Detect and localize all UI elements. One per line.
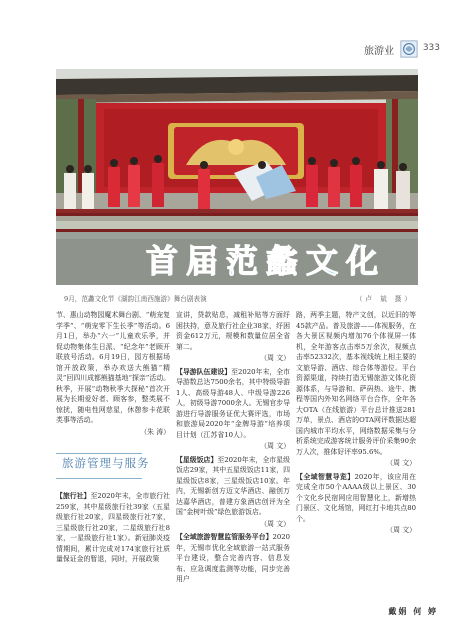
section-rule-top: [56, 453, 142, 454]
col1-para1: 节、惠山动物园魔术舞台剧、“萌宠复学季”、“萌宠零下生长季”等活动。6月1日，举办“六一”儿童欢乐季，并促动物集体生日派、“纪念年”老顾开联放号活动。6月19日，园方根据场馆开放政策，举办欢送大熊猫“精灵”回四川成都熊猫基地“探亲”活动。秋季，开展“动物秋季大探秘”首次开展为长期爱好者、顾客参，整类展不惊扰，随电性网慈星，休憩参卡花联类事等活动。: [56, 311, 170, 424]
caption-credit: （卢 斌 摄）: [355, 295, 414, 303]
heading-smart-guide: 【全域智慧导览】: [296, 472, 355, 481]
col3-source-1: （周 文）: [386, 459, 416, 467]
caption-text: 9月，范蠡文化节《湖韵江南西施游》舞台剧表演: [64, 295, 207, 303]
section-header: [56, 451, 170, 479]
banner-text: 首届范蠡文化: [146, 242, 387, 280]
column-3: [296, 310, 416, 539]
heading-star-hotels: 【星级饭店】: [176, 455, 218, 464]
col2-para3: [176, 455, 290, 518]
col3-para1: 路，两季主题，特产文创，以近旧的等45款产品。普及旅游——体视服务，在各大景区视频内增加76个体视屏一体机，全年游客点击率5万余次，视频点击率52332次，基本视线统上相主要的文旅导游、酒店、综合体等游位。平台资源渠道，持续打造无锡旅游文体化资源体系，与导游和、萨码热、途牛、携程等国内外知名网络平台合作，全年各大OTA（在线旅游）平台总计推送281万单，景点、酒店的OTA网评数据达超国内城市平均水平，网络数据采集与分析系统完成游客统计服务评价采集90余万人次，推体好评率95.6%。: [296, 311, 416, 456]
col2-source-2: （周 文）: [260, 442, 290, 450]
heading-smart-platform: 【全域旅游智慧监管服务平台】: [176, 533, 273, 541]
col2-para3-text: 至2020年末，全市星级饭店29家，其中五星级饭店11家，四星级饭店8家，三星级饭店10家。年内，无锡新创方迈文华酒店、融创万达嘉华酒店，普建方象酒店创评为全国“金树叶级”绿色旅游饭店。: [176, 455, 291, 516]
page-header: [0, 40, 468, 60]
col2-para4: [176, 532, 290, 585]
editor-signature: 戴娟 何 婷: [388, 607, 438, 616]
page-number: 333: [422, 43, 440, 53]
heading-travel-agency: 【旅行社】: [56, 492, 91, 500]
col1-para2: [56, 491, 170, 565]
col2-para4-text: 2020年，无锡市优化全域旅游一站式服务平台建设，整合完善内容、信息发布、应急调度监测等功能，同步完善用户: [176, 533, 291, 583]
column-2: [176, 310, 290, 585]
header-title: 旅游业: [364, 46, 394, 57]
heading-tour-guides: 【导游队伍建设】: [176, 367, 232, 376]
stage-performance-photo: [56, 69, 418, 285]
col3-para2-text: 2020年，该应用在完成全市50个AAAA级以上景区、30个文化乡民宿网应用智慧化上，新增热门景区、文化场馆，网红打卡地共点80个。: [296, 472, 416, 523]
chapter-logo-icon: [400, 40, 418, 58]
col1-source: （朱 涛）: [140, 427, 170, 436]
col1-para2-text: 至2020年末，全市旅行社259家，其中星级旅行社39家（五星级旅行社20家，四星级旅行社7家，三星级旅行社20家，二星级旅行社8家，一星级旅行社1家）。新冠肺炎疫情期间，累计完成对174家旅行社质量保证金的暂退，同时，开展政策: [56, 492, 171, 563]
col3-source-2: （周 文）: [386, 526, 416, 534]
col2-source-3: （周 文）: [260, 519, 290, 528]
col2-source-1: （周 文）: [260, 354, 290, 362]
section-rule-bottom: [56, 478, 142, 479]
col2-para2-text: 至2020年末，全市导游数总达7500余名，其中特级导游1人、高级导游48人、中级导游226人，初级导游7000余人。无锡官步导游进行导游服务证优大赛评选，市场和旅游局2020年“金牌导游”培养项目计划（江苏省10人）。: [176, 367, 291, 439]
col2-para2: [176, 367, 290, 441]
col3-para2: [296, 472, 416, 525]
section-title: 旅游管理与服务: [62, 456, 150, 470]
col2-para1: 宣讲，贷款贴息，减租补贴等方面纾困扶持，意及旅行社企业38家，纾困资金612万元，规模和数量位居全省第二。: [176, 311, 290, 351]
column-1: [56, 310, 170, 565]
